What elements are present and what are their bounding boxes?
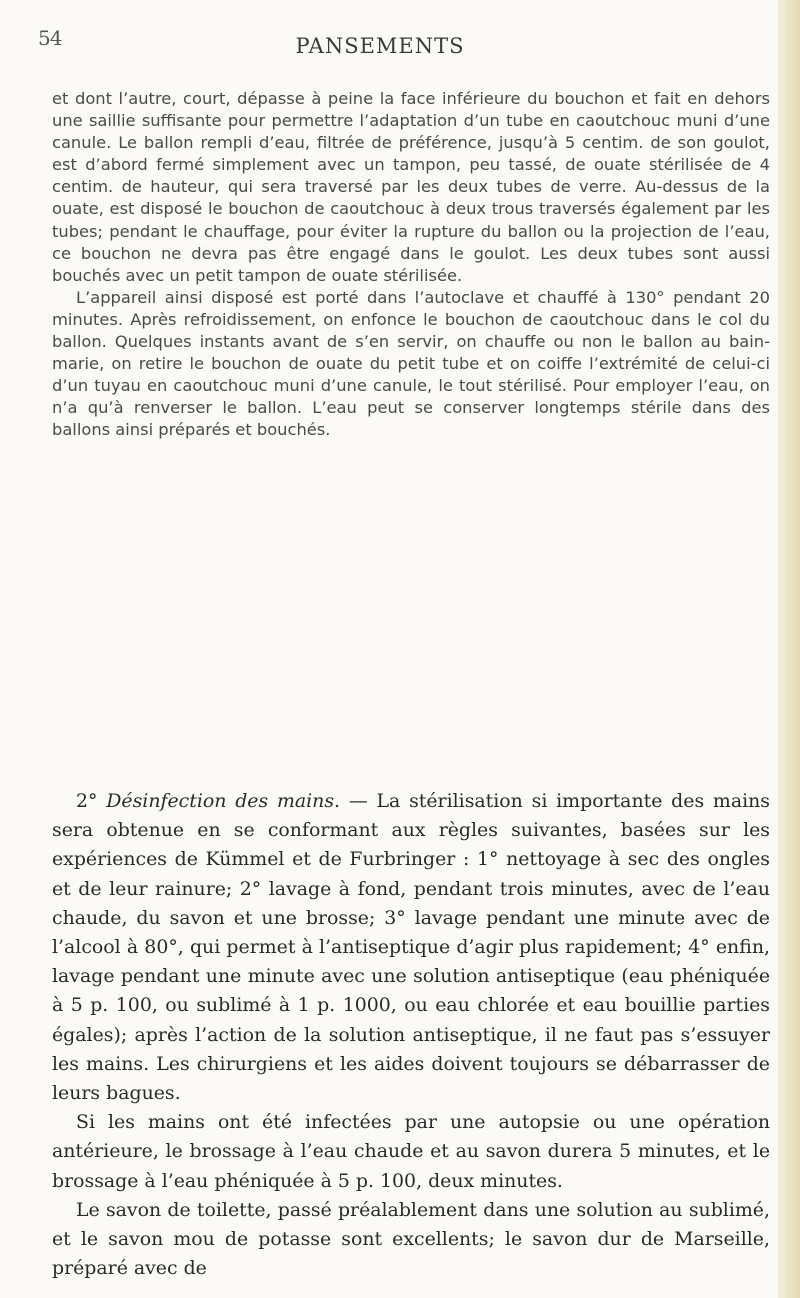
page-edge: [778, 0, 800, 1298]
page-number: 54: [38, 26, 62, 50]
running-head: PANSEMENTS: [295, 34, 465, 58]
section-paragraph: [52, 787, 770, 1108]
body-text: [52, 787, 770, 1283]
section-title: Désinfection des mains.: [106, 790, 341, 812]
paragraph-autopsy: Si les mains ont été infectées par une autopsie ou une opération antérieure, le brossage à l’eau chaude et au savon durera 5 minutes, et le brossage à l’eau phéniquée à 5 p. 100, deux minutes.: [52, 1111, 770, 1192]
section-number: 2°: [76, 790, 98, 812]
paragraph-continued: et dont l’autre, court, dépasse à peine la face inférieure du bouchon et fait en dehors une saillie suffisante pour permettre l’adaptation d’un tube en caoutchouc muni d’une canule. Le ballon rempli d’eau, filtrée de préférence, jusqu’à 5 centim. de son goulot, est d’abord fermé simplement avec un tampon, peu tassé, de ouate stérilisée de 4 centim. de hauteur, qui sera traversé par les deux tubes de verre. Au-dessus de la ouate, est disposé le bouchon de caoutchouc à deux trous traversés également par les tubes; pendant le chauffage, pour éviter la rupture du ballon ou la projection de l’eau, ce bouchon ne devra pas être engagé dans le goulot. Les deux tubes sont aussi bouchés avec un petit tampon de ouate stérilisée.: [52, 89, 770, 285]
paragraph-soap: Le savon de toilette, passé préalablement dans une solution au sublimé, et le savon mou de potasse sont excellents; le savon dur de Marseille, préparé avec de: [52, 1198, 770, 1280]
small-print-text: [52, 88, 770, 442]
section-lead-text: — La stérilisation si importante des mains sera obtenue en se conformant aux règles suivantes, basées sur les expériences de Kümmel et de Furbringer : 1° nettoyage à sec des ongles et de leur rainure; 2° lavage à fond, pendant trois minutes, avec de l’eau chaude, du savon et une brosse; 3° lavage pendant une minute avec de l’alcool à 80°, qui permet à l’antiseptique d’agir plus rapidement; 4° enfin, lavage pendant une minute avec une solution antiseptique (eau phéniquée à 5 p. 100, ou sublimé à 1 p. 1000, ou eau chlorée et eau bouillie parties égales); après l’action de la solution antiseptique, il ne faut pas s’essuyer les mains. Les chirurgiens et les aides doivent toujours se débarrasser de leurs bagues.: [52, 790, 770, 1105]
paragraph-autoclave: L’appareil ainsi disposé est porté dans l’autoclave et chauffé à 130° pendant 20 minutes. Après refroidissement, on enfonce le bouchon de caoutchouc dans le col du ballon. Quelques instants avant de s’en servir, on chauffe ou non le ballon au bain-marie, on retire le bouchon de ouate du petit tube et on coiffe l’extrémité de celui-ci d’un tuyau en caoutchouc muni d’une canule, le tout stérilisé. Pour employer l’eau, on n’a qu’à renverser le ballon. L’eau peut se conserver longtemps stérile dans des ballons ainsi préparés et bouchés.: [52, 287, 770, 440]
